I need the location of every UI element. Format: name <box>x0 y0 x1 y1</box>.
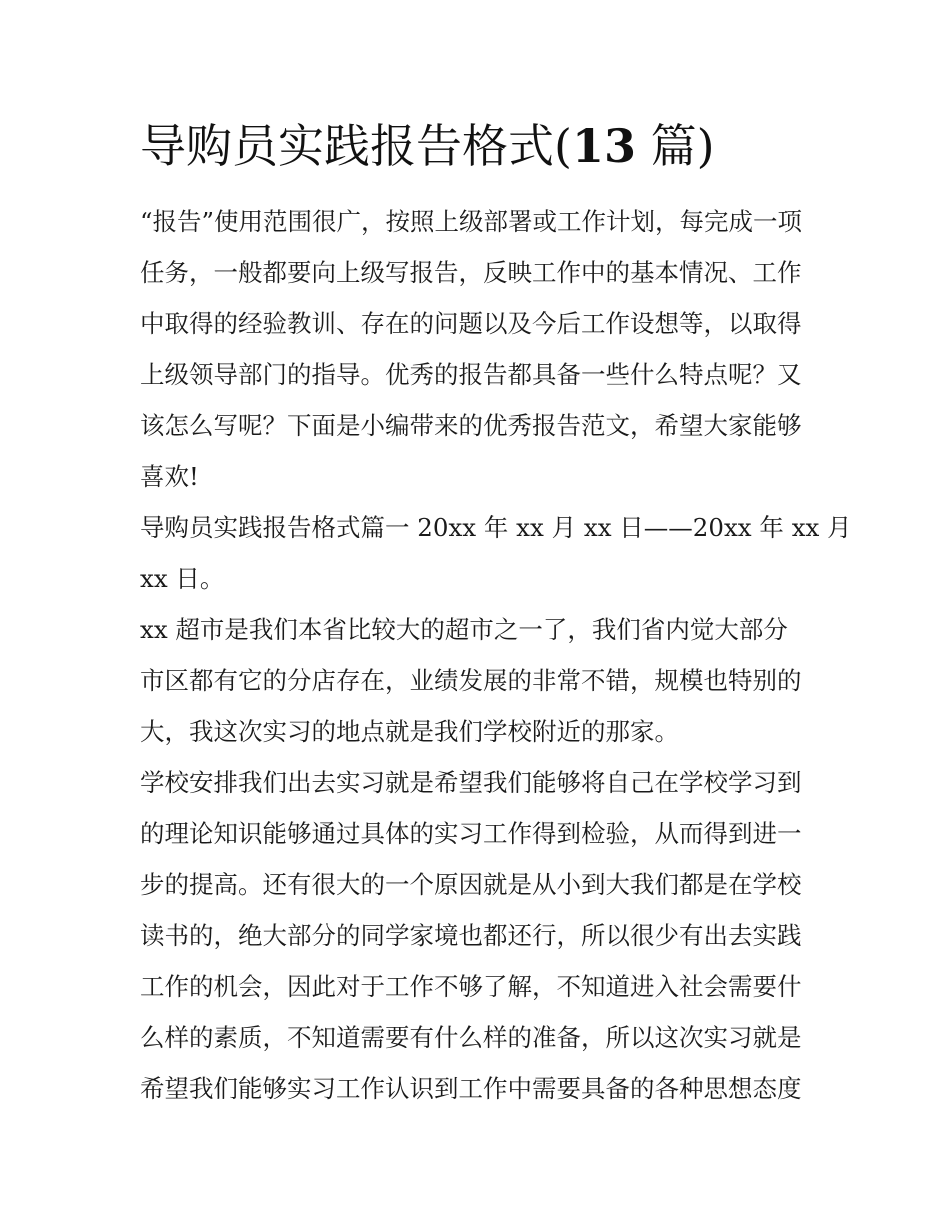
text-line: 工作的机会，因此对于工作不够了解，不知道进入社会需要什 <box>140 972 802 1001</box>
text-line: 步的提高。还有很大的一个原因就是从小到大我们都是在学校 <box>140 870 802 899</box>
text-line: 任务，一般都要向上级写报告，反映工作中的基本情况、工作 <box>140 258 802 287</box>
text-line: xx 日。 <box>140 564 225 593</box>
text-line: 该怎么写呢？下面是小编带来的优秀报告范文，希望大家能够 <box>140 411 802 440</box>
text-line: 么样的素质，不知道需要有什么样的准备，所以这次实习就是 <box>140 1023 802 1052</box>
text-line: 的理论知识能够通过具体的实习工作得到检验，从而得到进一 <box>140 819 802 848</box>
text-line: 市区都有它的分店存在，业绩发展的非常不错，规模也特别的 <box>140 666 802 695</box>
title-number: 13 <box>571 119 636 173</box>
page-title <box>140 112 840 180</box>
text-line: “报告”使用范围很广，按照上级部署或工作计划，每完成一项 <box>140 207 803 236</box>
document-body <box>140 196 852 1114</box>
text-line: 读书的，绝大部分的同学家境也都还行，所以很少有出去实践 <box>140 921 802 950</box>
text-line: 导购员实践报告格式篇一 20xx 年 xx 月 xx 日——20xx 年 xx 月 <box>140 513 852 542</box>
text-line: xx 超市是我们本省比较大的超市之一了，我们省内觉大部分 <box>140 615 788 644</box>
title-prefix: 导购员实践报告格式( <box>140 119 572 173</box>
text-line: 学校安排我们出去实习就是希望我们能够将自己在学校学习到 <box>140 768 802 797</box>
text-line: 大，我这次实习的地点就是我们学校附近的那家。 <box>140 717 679 746</box>
text-line: 希望我们能够实习工作认识到工作中需要具备的各种思想态度 <box>140 1074 802 1103</box>
text-line: 喜欢! <box>140 462 199 491</box>
title-suffix: 篇) <box>635 119 715 173</box>
text-line: 中取得的经验教训、存在的问题以及今后工作设想等，以取得 <box>140 309 802 338</box>
text-line: 上级领导部门的指导。优秀的报告都具备一些什么特点呢？又 <box>140 360 802 389</box>
